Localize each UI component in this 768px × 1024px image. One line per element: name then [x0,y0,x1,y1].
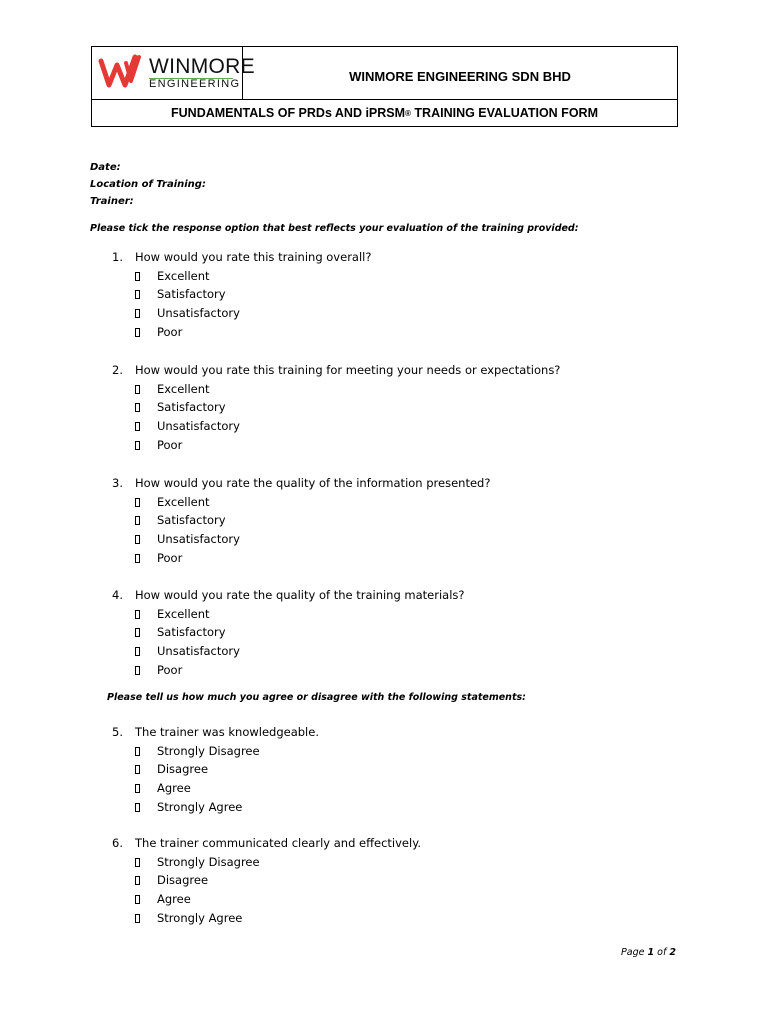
option-label: Strongly Disagree [157,854,260,869]
question-6 [112,836,421,850]
option-checkbox[interactable] [135,911,242,925]
checkbox-icon[interactable] [135,516,140,525]
option-label: Excellent [157,494,210,509]
option-checkbox[interactable] [135,873,208,887]
option-checkbox[interactable] [135,892,191,906]
option-label: Disagree [157,873,209,888]
option-checkbox[interactable] [135,532,240,546]
logo [92,47,255,99]
checkbox-icon[interactable] [135,535,140,544]
option-label: Satisfactory [157,287,226,302]
option-checkbox[interactable] [135,762,208,776]
option-label: Satisfactory [157,400,226,415]
question-text: The trainer communicated clearly and effectively. [135,836,422,850]
option-label: Agree [157,781,191,796]
option-checkbox[interactable] [135,400,226,414]
option-label: Poor [157,662,183,677]
question-5 [112,725,319,739]
question-text: How would you rate the quality of the training materials? [135,588,465,602]
checkbox-icon[interactable] [135,895,140,904]
question-text: How would you rate this training overall? [135,250,372,264]
question-3 [112,476,490,490]
checkbox-icon[interactable] [135,328,140,337]
checkbox-icon[interactable] [135,803,140,812]
option-label: Poor [157,437,183,452]
option-checkbox[interactable] [135,306,240,320]
trainer-label: Trainer: [90,196,134,207]
page-footer [621,947,676,958]
option-checkbox[interactable] [135,287,226,301]
registered-mark: ® [405,108,411,118]
option-checkbox[interactable] [135,419,240,433]
checkbox-icon[interactable] [135,422,140,431]
option-label: Excellent [157,381,210,396]
form-title-main: FUNDAMENTALS OF PRDs AND iPRSM [171,106,406,120]
form-title-end: TRAINING EVALUATION FORM [410,106,598,120]
page-word: Page [621,947,645,958]
option-checkbox[interactable] [135,607,210,621]
checkbox-icon[interactable] [135,441,140,450]
date-label: Date: [90,162,121,173]
checkbox-icon[interactable] [135,290,140,299]
option-checkbox[interactable] [135,855,260,869]
checkbox-icon[interactable] [135,876,140,885]
option-label: Strongly Disagree [157,743,260,758]
option-label: Agree [157,892,191,907]
option-checkbox[interactable] [135,551,182,565]
question-text: The trainer was knowledgeable. [135,725,319,739]
option-checkbox[interactable] [135,325,182,339]
question-2 [112,363,560,377]
option-label: Disagree [157,762,209,777]
page-total: 2 [669,947,676,958]
option-checkbox[interactable] [135,269,210,283]
option-label: Unsatisfactory [157,419,240,434]
option-checkbox[interactable] [135,495,210,509]
checkbox-icon[interactable] [135,747,140,756]
question-number: 5. [112,725,123,739]
question-number: 2. [112,363,123,377]
option-checkbox[interactable] [135,644,240,658]
question-number: 3. [112,476,123,490]
agreement-instruction: Please tell us how much you agree or disagree with the following statements: [107,692,526,703]
option-checkbox[interactable] [135,744,260,758]
option-checkbox[interactable] [135,800,242,814]
page-current: 1 [647,947,655,958]
checkbox-icon[interactable] [135,403,140,412]
question-number: 1. [112,250,123,264]
question-text: How would you rate this training for meeting your needs or expectations? [135,363,561,377]
of-word: of [657,947,667,958]
question-number: 4. [112,588,123,602]
option-checkbox[interactable] [135,625,226,639]
option-checkbox[interactable] [135,781,191,795]
question-1 [112,250,371,264]
logo-wordmark: WINMORE [149,55,255,78]
option-checkbox[interactable] [135,382,210,396]
option-label: Poor [157,324,183,339]
option-label: Unsatisfactory [157,306,240,321]
checkbox-icon[interactable] [135,784,140,793]
option-checkbox[interactable] [135,663,182,677]
checkbox-icon[interactable] [135,272,140,281]
option-checkbox[interactable] [135,513,226,527]
option-label: Strongly Agree [157,910,243,925]
option-label: Excellent [157,606,210,621]
checkbox-icon[interactable] [135,666,140,675]
checkbox-icon[interactable] [135,309,140,318]
checkbox-icon[interactable] [135,628,140,637]
checkbox-icon[interactable] [135,554,140,563]
checkbox-icon[interactable] [135,610,140,619]
location-label: Location of Training: [90,179,206,190]
option-label: Unsatisfactory [157,644,240,659]
header-table [91,46,678,127]
question-4 [112,588,465,602]
company-name: WINMORE ENGINEERING SDN BHD [349,68,571,84]
checkbox-icon[interactable] [135,858,140,867]
checkbox-icon[interactable] [135,647,140,656]
option-checkbox[interactable] [135,438,182,452]
question-number: 6. [112,836,123,850]
checkbox-icon[interactable] [135,498,140,507]
option-label: Unsatisfactory [157,532,240,547]
form-title [92,100,677,126]
question-text: How would you rate the quality of the information presented? [135,476,491,490]
option-label: Satisfactory [157,625,226,640]
option-label: Poor [157,550,183,565]
checkbox-icon[interactable] [135,914,140,923]
logo-subtitle: ENGINEERING [149,78,241,90]
checkbox-icon[interactable] [135,765,140,774]
winmore-logo-mark [98,51,148,91]
option-label: Excellent [157,268,210,283]
option-label: Satisfactory [157,513,226,528]
checkbox-icon[interactable] [135,385,140,394]
option-label: Strongly Agree [157,799,243,814]
rating-instruction: Please tick the response option that best reflects your evaluation of the training provided: [90,223,579,234]
